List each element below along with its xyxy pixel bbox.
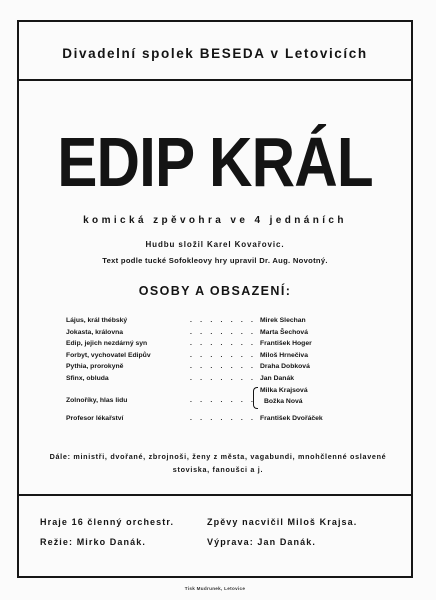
actor-name: Marta Šechová <box>260 328 308 336</box>
society-heading: Divadelní spolek BESEDA v Letovicích <box>62 46 368 61</box>
cast-heading: OSOBY A OBSAZENÍ: <box>138 284 292 298</box>
design-credit: Výprava: Jan Danák. <box>207 537 316 547</box>
cast-row <box>66 352 386 364</box>
actor-name: František Hoger <box>260 340 312 348</box>
cast-row <box>66 375 386 387</box>
divider <box>17 79 413 81</box>
cast-row <box>66 363 386 375</box>
cast-row <box>66 415 386 427</box>
extras-note: Dále: ministři, dvořané, zbrojnoši, ženy z města, vagabundi, mnohčlenné oslavené stoviska, fanoušci a j. <box>49 452 387 474</box>
role-name: Jokasta, královna <box>66 328 124 336</box>
dot-leader: . . . . . . . <box>190 374 257 382</box>
role-name: Forbyt, vychovatel Edipův <box>66 351 151 359</box>
dot-leader: . . . . . . . <box>190 328 257 336</box>
divider <box>17 494 413 496</box>
role-name: Sfinx, obluda <box>66 374 109 382</box>
text-credit: Text podle tucké Sofokleovy hry upravil Dr. Aug. Novotný. <box>102 256 328 265</box>
actor-name: Božka Nová <box>264 397 303 405</box>
genre-subtitle: komická zpěvohra ve 4 jednáních <box>83 215 347 226</box>
dot-leader: . . . . . . . <box>190 351 257 359</box>
role-name: Profesor lékařství <box>66 414 124 422</box>
cast-list <box>66 317 386 426</box>
actor-name: Draha Dobková <box>260 363 310 371</box>
cast-row <box>66 387 386 415</box>
music-credit: Hudbu složil Karel Kovařovic. <box>145 240 285 249</box>
cast-row <box>66 340 386 352</box>
actor-name: Jan Danák <box>260 374 295 382</box>
actor-name: Mirek Slechan <box>260 317 306 324</box>
play-title: EDIP KRÁL <box>57 123 373 201</box>
role-name: Edip, jejich nezdárný syn <box>66 340 148 348</box>
role-name: Lájus, král thébský <box>66 317 128 324</box>
brace-mark <box>253 387 258 409</box>
dot-leader: . . . . . . . <box>190 317 257 324</box>
printer-imprint: Tisk Mudrunek, Letovice <box>184 586 246 591</box>
actor-name: František Dvořáček <box>260 414 323 422</box>
dot-leader: . . . . . . . <box>190 414 257 422</box>
singing-credit: Zpěvy nacvičil Miloš Krajsa. <box>207 517 358 527</box>
role-name: Zolnoříky, hlas lidu <box>66 396 128 404</box>
cast-row <box>66 329 386 341</box>
actor-name: Milka Krajsová <box>260 386 308 394</box>
orchestra-credit: Hraje 16 členný orchestr. <box>40 517 175 527</box>
actor-name: Miloš Hrnečiva <box>260 351 308 359</box>
dot-leader: . . . . . . . <box>190 396 257 404</box>
director-credit: Režie: Mirko Danák. <box>40 537 146 547</box>
dot-leader: . . . . . . . <box>190 363 257 371</box>
role-name: Pythia, prorokyně <box>66 363 124 371</box>
cast-row <box>66 317 386 329</box>
dot-leader: . . . . . . . <box>190 340 257 348</box>
